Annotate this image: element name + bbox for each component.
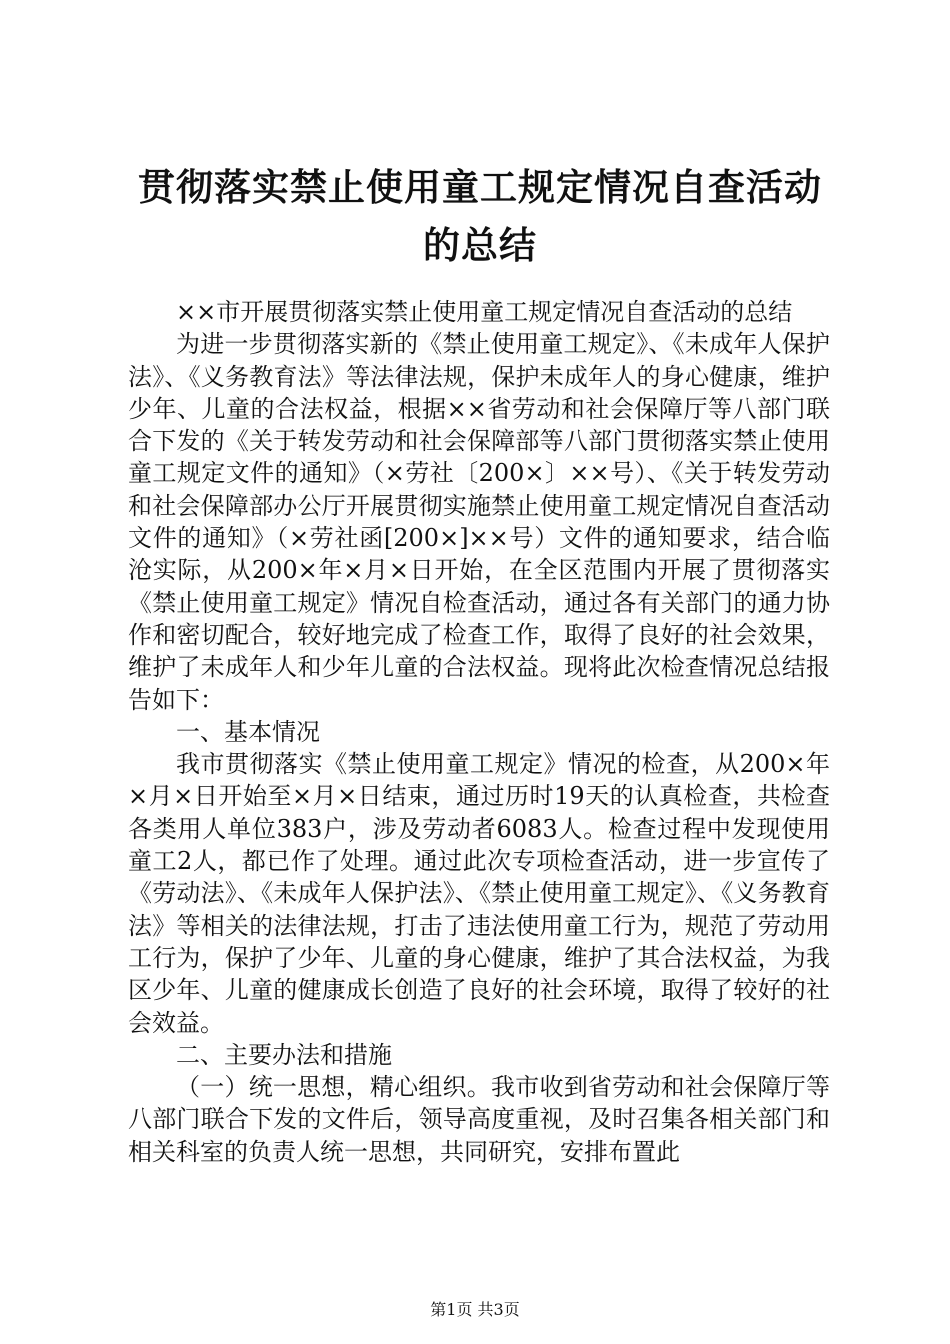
section-heading-main-measures: 二、主要办法和措施 xyxy=(176,1040,392,1069)
paragraph-subtitle: ××市开展贯彻落实禁止使用童工规定情况自查活动的总结 xyxy=(176,298,793,326)
paragraph-measures-one: （一）统一思想，精心组织。我市收到省劳动和社会保障厅等八部门联合下发的文件后，领导高度重视，及时召集各相关部门和相关科室的负责人统一思想，共同研究，安排布置此 xyxy=(128,1073,830,1166)
section-heading-basic-situation: 一、基本情况 xyxy=(176,717,320,746)
paragraph-basic-situation: 我市贯彻落实《禁止使用童工规定》情况的检查，从200×年×月×日开始至×月×日结束，通过历时19天的认真检查，共检查各类用人单位383户，涉及劳动者6083人。检查过程中发现使用童工2人，都已作了处理。通过此次专项检查活动，进一步宣传了《劳动法》、《未成年人保护法》、《禁止使用童工规定》、《义务教育法》等相关的法律法规，打击了违法使用童工行为，规范了劳动用工行为，保护了少年、儿童的身心健康，维护了其合法权益，为我区少年、儿童的健康成长创造了良好的社会环境，取得了较好的社会效益。 xyxy=(128,750,830,1037)
page-footer xyxy=(0,1300,950,1320)
document-title: 贯彻落实禁止使用童工规定情况自查活动的总结 xyxy=(138,165,822,267)
page-total: 共3页 xyxy=(477,1300,520,1319)
paragraph-intro: 为进一步贯彻落实新的《禁止使用童工规定》、《未成年人保护法》、《义务教育法》等法律法规，保护未成年人的身心健康，维护少年、儿童的合法权益，根据××省劳动和社会保障厅等八部门联合下发的《关于转发劳动和社会保障部等八部门贯彻落实禁止使用童工规定文件的通知》（×劳社〔200×〕××号）、《关于转发劳动和社会保障部办公厅开展贯彻实施禁止使用童工规定情况自查活动文件的通知》（×劳社函[200×]××号）文件的通知要求，结合临沧实际，从200×年×月×日开始，在全区范围内开展了贯彻落实《禁止使用童工规定》情况自检查活动，通过各有关部门的通力协作和密切配合，较好地完成了检查工作，取得了良好的社会效果，维护了未成年人和少年儿童的合法权益。现将此次检查情况总结报告如下： xyxy=(128,330,830,714)
document-body xyxy=(128,296,830,1168)
page-number: 第1页 xyxy=(430,1300,473,1319)
